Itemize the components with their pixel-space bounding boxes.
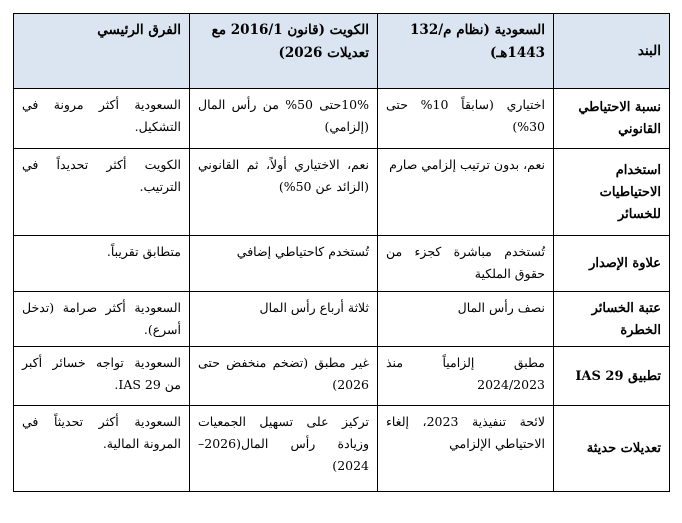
difference-cell: متطابق تقريباً.: [14, 236, 190, 292]
header-item: البند: [554, 14, 670, 89]
kuwait-cell: نعم، الاختياري أولاً، ثم القانوني (الزائد عن 50%): [190, 149, 378, 236]
comparison-table: [13, 13, 670, 492]
difference-cell: السعودية أكثر تحديثاً في المرونة المالية.: [14, 406, 190, 492]
row-item: عتبة الخسائر الخطرة: [554, 292, 670, 347]
comparison-table-container: [13, 13, 669, 492]
kuwait-cell: ثلاثة أرباع رأس المال: [190, 292, 378, 347]
saudi-cell: تُستخدم مباشرة كجزء من حقوق الملكية: [378, 236, 554, 292]
table-row: [14, 149, 670, 236]
row-item: تعديلات حديثة: [554, 406, 670, 492]
saudi-cell: مطبق إلزامياً منذ 2024/2023: [378, 347, 554, 406]
header-difference: الفرق الرئيسي: [14, 14, 190, 89]
difference-cell: السعودية تواجه خسائر أكبر من IAS 29.: [14, 347, 190, 406]
table-row: [14, 236, 670, 292]
header-kuwait: الكويت (قانون 2016/1 مع تعديلات 2026): [190, 14, 378, 89]
difference-cell: السعودية أكثر مرونة في التشكيل.: [14, 89, 190, 149]
table-row: [14, 292, 670, 347]
table-row: [14, 347, 670, 406]
saudi-cell: اختياري (سابقاً 10% حتى 30%): [378, 89, 554, 149]
row-item: نسبة الاحتياطي القانوني: [554, 89, 670, 149]
table-row: [14, 406, 670, 492]
kuwait-cell: 10%حتى 50% من رأس المال (إلزامي): [190, 89, 378, 149]
header-saudi: السعودية (نظام م/132 1443هـ): [378, 14, 554, 89]
row-item: علاوة الإصدار: [554, 236, 670, 292]
kuwait-cell: غير مطبق (تضخم منخفض حتى 2026): [190, 347, 378, 406]
kuwait-cell: تُستخدم كاحتياطي إضافي: [190, 236, 378, 292]
table-row: [14, 89, 670, 149]
difference-cell: السعودية أكثر صرامة (تدخل أسرع).: [14, 292, 190, 347]
saudi-cell: نعم، بدون ترتيب إلزامي صارم: [378, 149, 554, 236]
kuwait-cell: تركيز على تسهيل الجمعيات وزيادة رأس المال(2026–2024): [190, 406, 378, 492]
saudi-cell: نصف رأس المال: [378, 292, 554, 347]
header-row: [14, 14, 670, 89]
difference-cell: الكويت أكثر تحديداً في الترتيب.: [14, 149, 190, 236]
saudi-cell: لائحة تنفيذية 2023، إلغاء الاحتياطي الإلزامي: [378, 406, 554, 492]
row-item: تطبيق IAS 29: [554, 347, 670, 406]
row-item: استخدام الاحتياطيات للخسائر: [554, 149, 670, 236]
